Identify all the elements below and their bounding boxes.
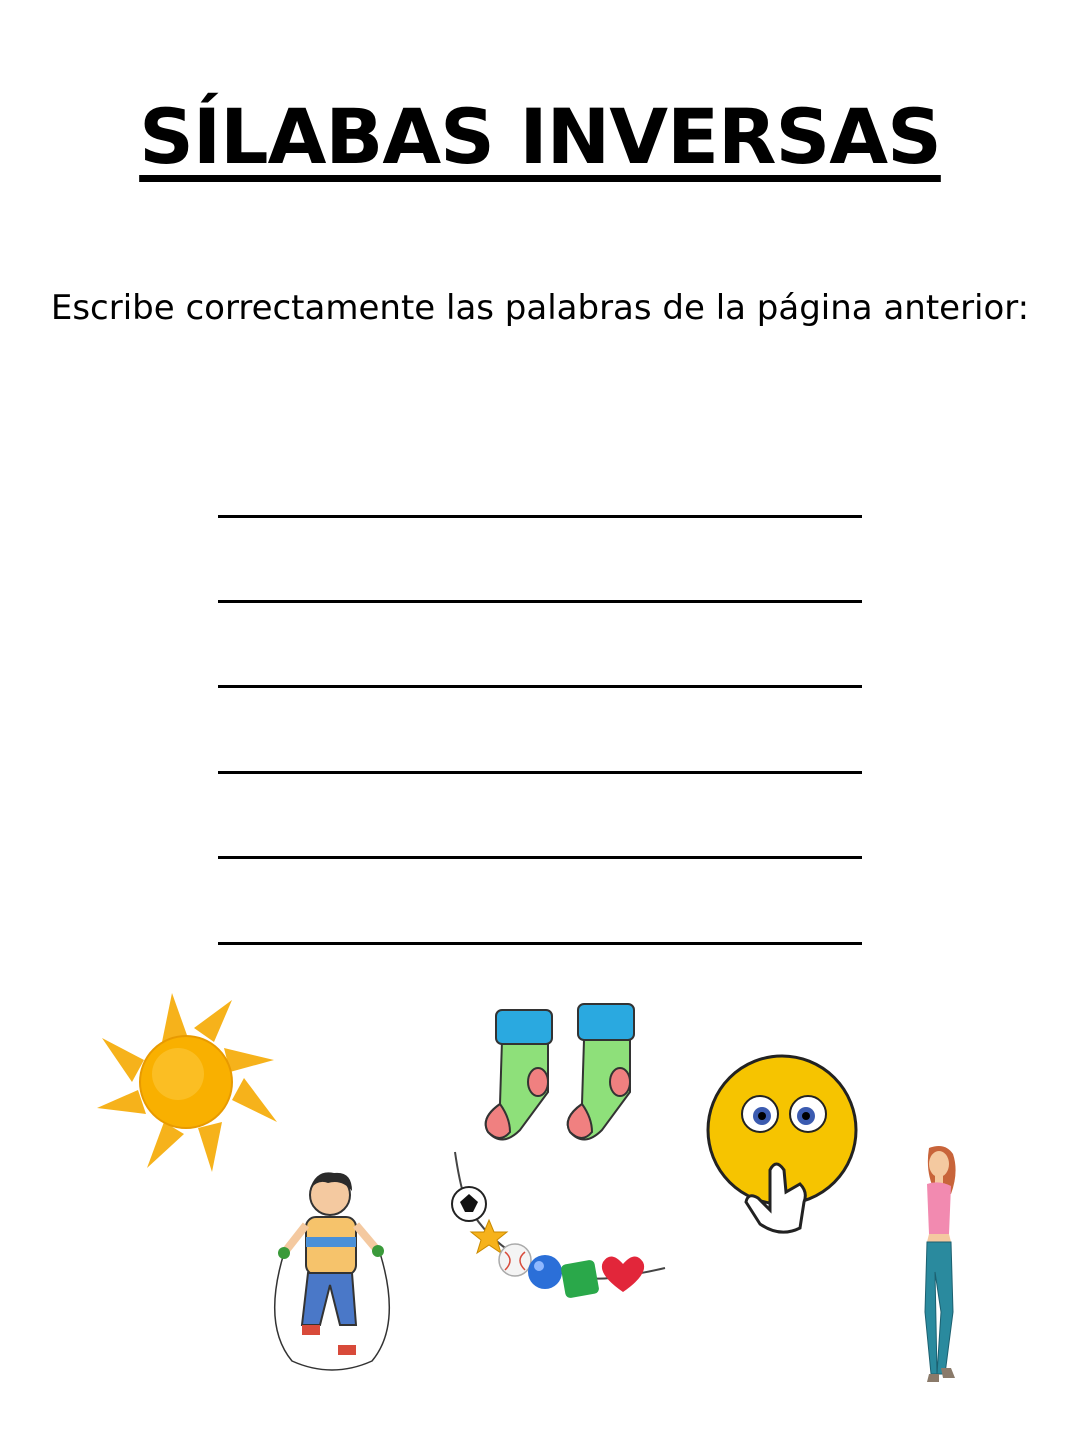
answer-line-4[interactable]: [218, 771, 862, 774]
worksheet-title: [0, 92, 1080, 181]
answer-line-1[interactable]: [218, 515, 862, 518]
shush-smiley-icon: [700, 1052, 865, 1242]
beads-necklace-icon: [445, 1150, 670, 1305]
answer-line-2[interactable]: [218, 600, 862, 603]
answer-line-6[interactable]: [218, 942, 862, 945]
socks-icon: [480, 1000, 650, 1145]
boy-jumping-rope-icon: [262, 1165, 402, 1380]
girl-standing-icon: [905, 1142, 980, 1387]
answer-line-3[interactable]: [218, 685, 862, 688]
worksheet-title-text: SÍLABAS INVERSAS: [139, 92, 941, 181]
answer-line-5[interactable]: [218, 856, 862, 859]
sun-icon: [92, 990, 282, 1180]
worksheet-instruction: Escribe correctamente las palabras de la página anterior:: [50, 288, 1030, 328]
